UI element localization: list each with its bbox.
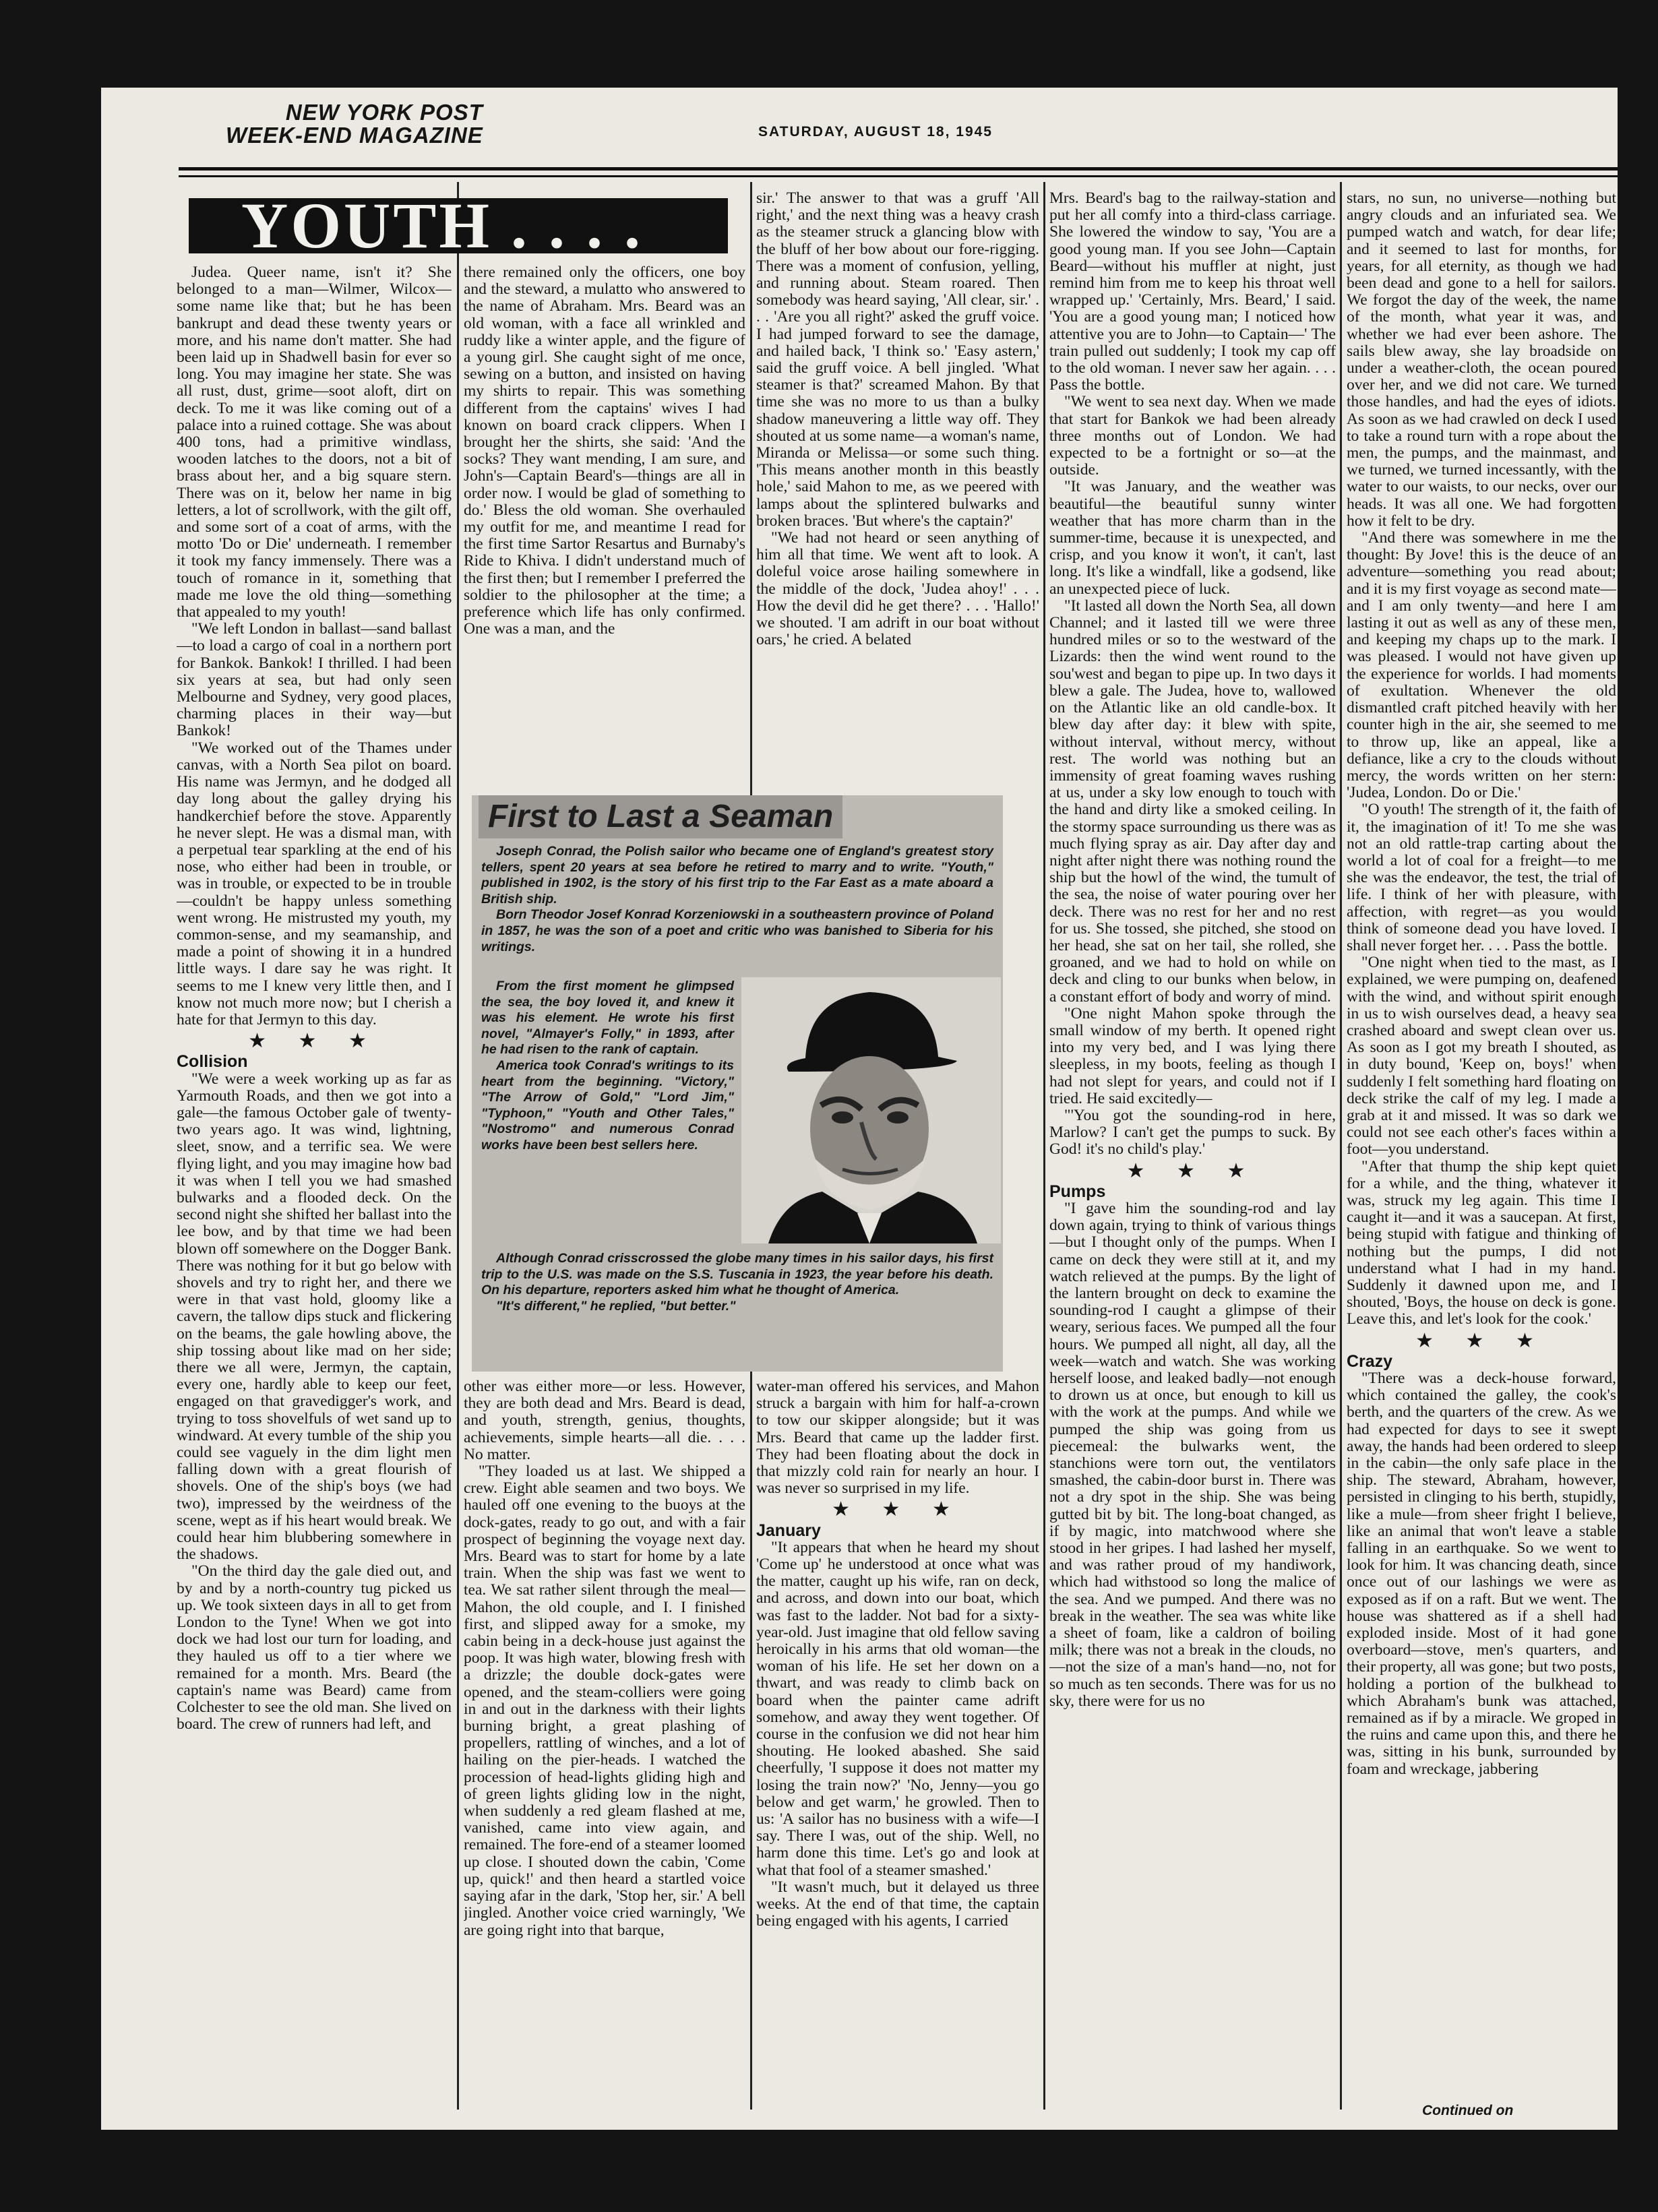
paragraph: "We went to sea next day. When we made that start for Bankok we had been already three months out of London. We had expected to be a fortnight or so—at the outside. xyxy=(1049,393,1336,479)
article-column-1 xyxy=(177,264,452,2111)
header-rule-top xyxy=(179,167,1618,171)
story-title-banner: YOUTH . . . . xyxy=(189,198,728,253)
paragraph: Mrs. Beard's bag to the railway-station and put her all comfy into a third-class carriage. She lowered the window to say, 'You are a good young man. If you see John—Captain Beard—without his muffler at night, just remind him from me to keep his throat well wrapped up.' 'Certainly, Mrs. Beard,' I said. 'You are a good young man; I noticed how attentive you are to John—to Captain—' The train pulled out suddenly; I took my cap off to the old woman. I never saw her again. . . . Pass the bottle. xyxy=(1049,190,1336,394)
sidebar-paragraph: "It's different," he replied, "but better." xyxy=(496,1298,736,1314)
paragraph: "O youth! The strength of it, the faith of it, the imagination of it! To me she was not an old rattle-trap carting about the world a lot of coal for a freight—to me she was the endeavor, the test, the trial of life. I think of her with pleasure, with affection, with regret—as you would think of someone dead you have loved. I shall never forget her. . . . Pass the bottle. xyxy=(1347,801,1616,954)
sidebar-text-top xyxy=(481,844,993,975)
paragraph: "We had not heard or seen anything of him all that time. We went aft to look. A doleful voice arose hailing somewhere in the middle of the dock, 'Judea ahoy!' . . . How the devil did he get there? . . . 'Hallo!' we shouted. 'I am adrift in our boat without oars,' he cried. A belated xyxy=(756,529,1039,649)
section-stars: ★ ★ ★ xyxy=(832,1498,964,1521)
sidebar-box xyxy=(472,795,1003,1372)
section-stars: ★ ★ ★ xyxy=(248,1030,380,1053)
newspaper-page xyxy=(101,88,1618,2130)
subheading-pumps: Pumps xyxy=(1049,1181,1106,1201)
paragraph: "On the third day the gale died out, and by and by a north-country tug picked us up. We took sixteen days in all to get from London to the Tyne! When we got into dock we had lost our turn for loading, and they hauled us off to a tier where we remained for a month. Mrs. Beard (the captain's name was Beard) came from Colchester to see the old man. She lived on board. The crew of runners had left, and xyxy=(177,1562,452,1733)
paragraph: "It appears that when he heard my shout 'Come up' he understood at once what was the matter, caught up his wife, ran on deck, and across, and down into our boat, which was fast to the ladder. Not bad for a sixty-year-old. Just imagine that old fellow saving heroically in his arms that old woman—the woman of his life. He set her down on a thwart, and was ready to climb back on board when the painter came adrift somehow, and away they went together. Of course in the confusion we did not hear him shouting. He looked abashed. She said cheerfully, 'I suppose it does not matter my losing the train now?' 'No, Jenny—you go below and get warm,' he growled. Then to us: 'A sailor has no business with a wife—I say. There I was, out of the ship. Well, no harm done this time. Let's go and look at what that fool of a steamer smashed.' xyxy=(756,1538,1039,1879)
paragraph: "We worked out of the Thames under canvas, with a North Sea pilot on board. His name was Jermyn, and he dodged all day long about the galley drying his handkerchief before the stove. Apparently he never slept. He was a dismal man, with a perpetual tear sparkling at the end of his nose, who either had been in trouble, or was in trouble, or expected to be in trouble—couldn't be happy unless something went wrong. He mistrusted my youth, my common-sense, and my seamanship, and made a point of showing it in a hundred little ways. I dare say he was right. It seems to me I knew very little then, and I know not much more now; but I cherish a hate for that Jermyn to this day. xyxy=(177,739,452,1028)
article-column-4 xyxy=(1049,190,1336,2111)
conrad-portrait-photo xyxy=(741,977,1001,1243)
paragraph: stars, no sun, no universe—nothing but angry clouds and an infuriated sea. We pumped watch and watch, for dear life; and it seemed to last for months, for years, for all eternity, as though we had been dead and gone to a hell for sailors. We forgot the day of the week, the name of the month, what year it was, and whether we had ever been ashore. The sails blew away, she lay broadside on under a weather-cloth, the ocean poured over her, and we did not care. We turned those handles, and had the eyes of idiots. As soon as we had crawled on deck I used to take a round turn with a rope about the men, the pumps, and the mainmast, and we turned, we turned incessantly, with the water to our waists, to our necks, over our heads. It was all one. We had forgotten how it felt to be dry. xyxy=(1347,190,1616,530)
paragraph: "After that thump the ship kept quiet for a while, and the thing, whatever it was, struck my leg again. This time I caught it—and it was a saucepan. At first, being stupid with fatigue and thinking of nothing but the pumps, I did not understand what I had in my hand. Suddenly it dawned upon me, and I shouted, 'Boys, the house on deck is gone. Leave this, and let's look for the cook.' xyxy=(1347,1157,1616,1328)
paragraph: "One night when tied to the mast, as I explained, we were pumping on, deafened with the wind, and without spirit enough in us to wish ourselves dead, a heavy sea crashed aboard and swept clean over us. As soon as I got my breath I shouted, as in duty bound, 'Keep on, boys!' when suddenly I felt something hard floating on deck strike the calf of my leg. I made a grab at it and missed. It was so dark we could not see each other's faces within a foot—you understand. xyxy=(1347,954,1616,1159)
sidebar-paragraph: Born Theodor Josef Konrad Korzeniowski in a southeastern province of Poland in 1857, he was the son of a poet and critic who was banished to Siberia for his writings. xyxy=(481,907,993,954)
article-column-3-bottom xyxy=(756,1378,1039,2110)
column-divider xyxy=(1340,182,1342,2110)
article-column-2-bottom xyxy=(464,1378,745,2110)
paragraph: there remained only the officers, one boy and the steward, a mulatto who answered to the name of Abraham. Mrs. Beard was an old woman, with a face all wrinkled and ruddy like a winter apple, and the figure of a young girl. She caught sight of me once, sewing on a button, and insisted on having my shirts to repair. This was something different from the captains' wives I had known on board crack clippers. When I brought her the shirts, she said: 'And the socks? They want mending, I am sure, and John's—Captain Beard's—things are all in order now. I would be glad of something to do.' Bless the old woman. She overhauled my outfit for me, and meantime I read for the first time Sartor Resartus and Burnaby's Ride to Khiva. I didn't understand much of the first then; but I remember I preferred the soldier to the philosopher at the time; a preference which life has only confirmed. One was a man, and the xyxy=(464,264,745,638)
paragraph: "'You got the sounding-rod in here, Marlow? I can't get the pumps to suck. By God! it's no child's play.' xyxy=(1049,1106,1336,1159)
subheading-crazy: Crazy xyxy=(1347,1351,1393,1371)
paragraph: "There was a deck-house forward, which contained the galley, the cook's berth, and the quarters of the crew. As we had expected for days to see it swept away, the hands had been ordered to sleep in the cabin—the only safe place in the ship. The steward, Abraham, however, persisted in clinging to his berth, stupidly, like a mule—from sheer fright I believe, like an animal that won't leave a stable falling in an earthquake. So we went to look for him. It was chancing death, since once out of our lashings we were as exposed as if on a raft. But we went. The house was shattered as if a shell had exploded inside. Most of it had gone overboard—stove, men's quarters, and their property, all was gone; but two posts, holding a portion of the bulkhead to which Abraham's bunk was attached, remained as if by a miracle. We groped in the ruins and came upon this, and there he was, sitting in his bunk, surrounded by foam and wreckage, jabbering xyxy=(1347,1370,1616,1778)
paragraph: "It wasn't much, but it delayed us three weeks. At the end of that time, the captain being engaged with his agents, I carried xyxy=(756,1878,1039,1930)
paragraph: sir.' The answer to that was a gruff 'All right,' and the next thing was a heavy crash as the steamer struck a glancing blow with the bluff of her bow about our fore-rigging. There was a moment of confusion, yelling, and running about. Steam roared. Then somebody was heard saying, 'All clear, sir.' . . . 'Are you all right?' asked the gruff voice. I had jumped forward to see the damage, and hailed back, 'I think so.' 'Easy astern,' said the gruff voice. A bell jingled. 'What steamer is that?' screamed Mahon. By that time she was no more to us than a bulky shadow maneuvering a little way off. They shouted at us some name—a woman's name, Miranda or Melissa—or some such thing. 'This means another month in this beastly hole,' said Mahon to me, as we peered with lamps about the splintered bulwarks and broken braces. 'But where's the captain?' xyxy=(756,190,1039,530)
paragraph: other was either more—or less. However, they are both dead and Mrs. Beard is dead, and youth, strength, genius, thoughts, achievements, simple hearts—all die. . . . No matter. xyxy=(464,1378,745,1463)
article-column-3-top xyxy=(756,190,1039,787)
paragraph: "We were a week working up as far as Yarmouth Roads, and then we got into a gale—the famous October gale of twenty-two years ago. It was wind, lightning, sleet, snow, and a terrific sea. We were flying light, and you may imagine how bad it was when I tell you we had smashed bulwarks and a flooded deck. On the second night she shifted her ballast into the lee bow, and by that time we had been blown off somewhere on the Dogger Bank. There was nothing for it but go below with shovels and try to right her, and there we were in that vast hold, gloomy like a cavern, the tallow dips stuck and flickering on the beams, the gale howling above, the ship tossing about like mad on her side; there we all were, Jermyn, the captain, every one, hardly able to keep our feet, engaged on that gravedigger's work, and trying to toss shovelfuls of wet sand up to windward. At every tumble of the ship you could see vaguely in the dim light men falling down with a great flourish of shovels. One of the ship's boys (we had two), impressed by the weirdness of the scene, wept as if his heart would break. We could hear him blubbering somewhere in the shadows. xyxy=(177,1070,452,1564)
sidebar-text-left xyxy=(481,979,734,1248)
masthead-line-1: NEW YORK POST xyxy=(285,100,483,125)
paragraph: "It lasted all down the North Sea, all down Channel; and it lasted till we were three hundred miles or so to the westward of the Lizards: then the wind went round to the sou'west and began to pipe up. In two days it blew a gale. The Judea, hove to, wallowed on the Atlantic like an old candle-box. It blew day after day: it blew with spite, without interval, without mercy, without rest. The world was nothing but an immensity of great foaming waves rushing at us, under a sky low enough to touch with the hand and dirty like a smoked ceiling. In the stormy space surrounding us there was as much flying spray as air. Day after day and night after night there was nothing round the ship but the howl of the wind, the tumult of the sea, the noise of water pouring over her deck. There was no rest for her and no rest for us. She tossed, she pitched, she stood on her head, she sat on her tail, she rolled, she groaned, and we had to hold on while on deck and cling to our bunks when below, in a constant effort of body and worry of mind. xyxy=(1049,596,1336,1006)
paragraph: "And there was somewhere in me the thought: By Jove! this is the deuce of an adventure—something you read about; and it is my first voyage as second mate—and I am only twenty—and here I am lasting it out as well as any of these men, and keeping my chaps up to the mark. I was pleased. I would not have given up the experience for worlds. I had moments of exultation. Whenever the old dismantled craft pitched heavily with her counter high in the air, she seemed to me to throw up, like an appeal, like a defiance, like a cry to the clouds without mercy, the words written on her stern: 'Judea, London. Do or Die.' xyxy=(1347,529,1616,802)
sidebar-paragraph: From the first moment he glimpsed the sea, the boy loved it, and knew it was his element. He wrote his first novel, "Almayer's Folly," in 1893, after he had risen to the rank of captain. xyxy=(481,979,734,1057)
masthead-line-2: WEEK-END MAGAZINE xyxy=(226,123,483,148)
sidebar-text-bottom xyxy=(481,1251,993,1369)
article-column-5 xyxy=(1347,190,1616,2097)
subheading-collision: Collision xyxy=(177,1052,248,1072)
section-stars: ★ ★ ★ xyxy=(1415,1329,1547,1352)
issue-date: SATURDAY, AUGUST 18, 1945 xyxy=(758,124,993,140)
paragraph: "I gave him the sounding-rod and lay down again, trying to think of various things—but I thought only of the pumps. When I came on deck they were still at it, and my watch relieved at the pumps. By the light of the lantern brought on deck to examine the sounding-rod I caught a glimpse of their weary, serious faces. We pumped all the four hours. We pumped all night, all day, all the week—watch and watch. She was working herself loose, and leaked badly—not enough to drown us at once, but enough to kill us with the work at the pumps. And while we pumped the ship was going from us piecemeal: the bulwarks went, the stanchions were torn out, the ventilators smashed, the cabin-door burst in. There was not a dry spot in the ship. She was being gutted bit by bit. The long-boat changed, as if by magic, into matchwood where she stood in her gripes. I had lashed her myself, and was rather proud of my handiwork, which had withstood so long the malice of the sea. And we pumped. And there was no break in the weather. The sea was white like a sheet of foam, like a caldron of boiling milk; there was not a break in the clouds, no—not the size of a man's hand—no, not for so much as ten seconds. There was for us no sky, there were for us no xyxy=(1049,1199,1336,1710)
subheading-january: January xyxy=(756,1520,821,1540)
column-divider xyxy=(457,182,459,2110)
header-rule-bottom xyxy=(179,175,1618,177)
section-stars: ★ ★ ★ xyxy=(1126,1159,1259,1182)
column-divider xyxy=(1043,182,1045,2110)
article-column-2-top xyxy=(464,264,745,790)
sidebar-paragraph: Although Conrad crisscrossed the globe many times in his sailor days, his first trip to the U.S. was made on the S.S. Tuscania in 1923, the year before his death. On his departure, reporters asked him what he thought of America. xyxy=(481,1251,993,1298)
sidebar-title: First to Last a Seaman xyxy=(479,795,842,838)
paragraph: "We left London in ballast—sand ballast—to load a cargo of coal in a northern port for Bankok. Bankok! I thrilled. I had been six years at sea, but had only seen Melbourne and Sydney, very good places, charming places in their way—but Bankok! xyxy=(177,620,452,740)
paragraph: water-man offered his services, and Mahon struck a bargain with him for half-a-crown to tow our skipper alongside; but it was Mrs. Beard that came up the ladder first. They had been floating about the dock in that mizzly cold rain for nearly an hour. I was never so surprised in my life. xyxy=(756,1378,1039,1498)
continued-note: Continued on xyxy=(1422,2103,1514,2118)
paragraph: Judea. Queer name, isn't it? She belonged to a man—Wilmer, Wilcox—some name like that; but he has been bankrupt and dead these twenty years or more, and his name don't matter. She had been laid up in Shadwell basin for ever so long. You may imagine her state. She was all rust, dust, grime—soot aloft, dirt on deck. To me it was like coming out of a palace into a ruined cottage. She was about 400 tons, had a primitive windlass, wooden latches to the doors, not a bit of brass about her, and a big square stern. There was on it, below her name in big letters, a lot of scrollwork, with the gilt off, and some sort of a coat of arms, with the motto 'Do or Die' underneath. I remember it took my fancy immensely. There was a touch of romance in it, something that made me love the old thing—something that appealed to my youth! xyxy=(177,264,452,621)
paragraph: "One night Mahon spoke through the small window of my berth. It opened right into my very bed, and I was lying there sleepless, in my boots, feeling as though I had not slept for years, and could not if I tried. He said excitedly— xyxy=(1049,1004,1336,1107)
paragraph: "They loaded us at last. We shipped a crew. Eight able seamen and two boys. We hauled off one evening to the buoys at the dock-gates, ready to go out, and with a fair prospect of beginning the voyage next day. Mrs. Beard was to start for home by a late train. When the ship was fast we went to tea. We sat rather silent through the meal—Mahon, the old couple, and I. I finished first, and slipped away for a smoke, my cabin being in a deck-house just against the poop. It was high water, blowing fresh with a drizzle; the double dock-gates were opened, and the steam-colliers were going in and out in the darkness with their lights burning bright, a great plashing of propellers, rattling of winches, and a lot of hailing on the pier-heads. I watched the procession of head-lights gliding high and of green lights gliding low in the night, when suddenly a red gleam flashed at me, vanished, came into view again, and remained. The fore-end of a steamer loomed up close. I shouted down the cabin, 'Come up, quick!' and then heard a startled voice saying afar in the dark, 'Stop her, sir.' A bell jingled. Another voice cried warningly, 'We are going right into that barque, xyxy=(464,1463,745,1939)
paragraph: "It was January, and the weather was beautiful—the beautiful sunny winter weather that has more charm than in the summer-time, because it is unexpected, and crisp, and you know it won't, it can't, last long. It's like a windfall, like a godsend, like an unexpected piece of luck. xyxy=(1049,478,1336,598)
sidebar-paragraph: Joseph Conrad, the Polish sailor who became one of England's greatest story tellers, spent 20 years at sea before he retired to marry and to write. "Youth," published in 1902, is the story of his first trip to the Far East as a mate aboard a British ship. xyxy=(481,844,993,907)
masthead xyxy=(226,101,483,147)
sidebar-paragraph: America took Conrad's writings to its heart from the beginning. "Victory," "The Arrow of Gold," "Lord Jim," "Typhoon," "Youth and Other Tales," "Nostromo" and numerous Conrad works have been best sellers here. xyxy=(481,1057,734,1153)
